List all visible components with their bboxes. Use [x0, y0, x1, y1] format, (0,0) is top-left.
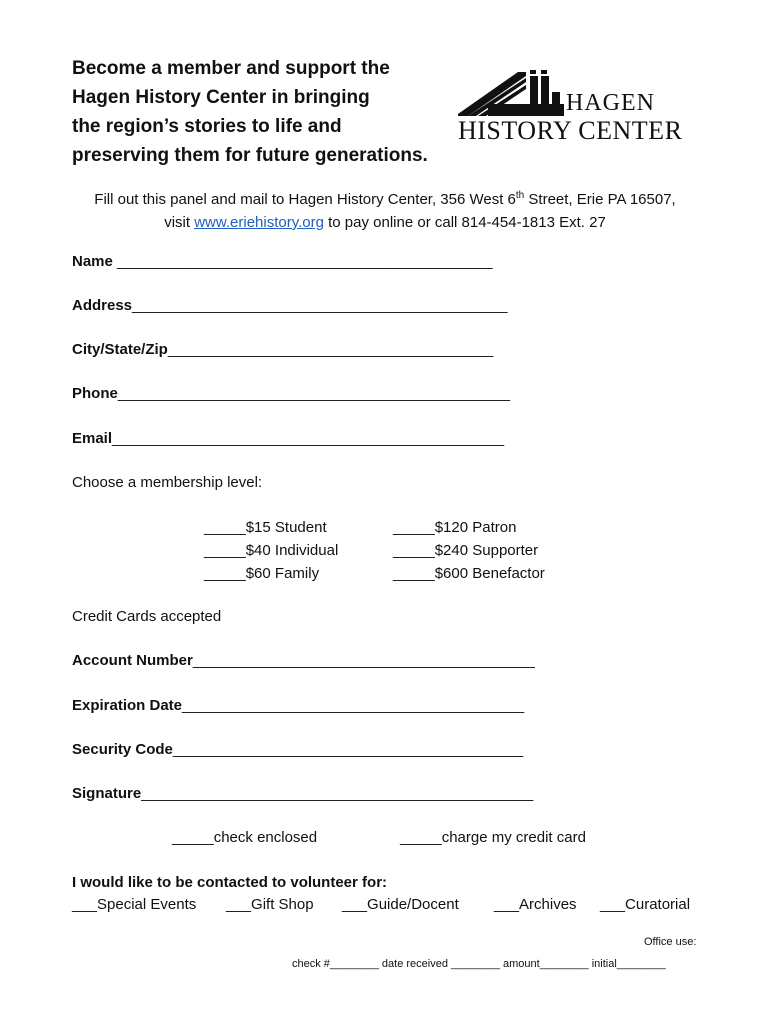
headline-line-1: Become a member and support the: [72, 58, 390, 79]
security-code-label: Security Code: [72, 741, 173, 758]
headline-line-4: preserving them for future generations.: [72, 145, 428, 166]
membership-levels-left: [204, 516, 338, 585]
website-link[interactable]: www.eriehistory.org: [194, 214, 324, 231]
name-field[interactable]: [72, 253, 492, 270]
instructions-address-text: Fill out this panel and mail to Hagen History Center, 356 West 6: [94, 191, 516, 208]
expiration-date-blank[interactable]: _________________________________________: [182, 697, 525, 714]
level-patron-option[interactable]: _____$120 Patron: [393, 519, 517, 536]
signature-field[interactable]: [72, 785, 533, 802]
level-student-option[interactable]: _____$15 Student: [204, 519, 327, 536]
level-supporter-option[interactable]: _____$240 Supporter: [393, 542, 539, 559]
charge-credit-card-option[interactable]: _____charge my credit card: [400, 829, 586, 846]
volunteer-curatorial-option[interactable]: ___Curatorial: [600, 896, 691, 913]
level-individual-option[interactable]: _____$40 Individual: [204, 542, 339, 559]
city-state-zip-field[interactable]: [72, 341, 493, 358]
address-field[interactable]: [72, 297, 507, 314]
ordinal-suffix: th: [515, 190, 525, 201]
phone-blank[interactable]: _______________________________________________: [117, 385, 510, 402]
headline-line-3: the region’s stories to life and: [72, 116, 342, 137]
header: [72, 54, 712, 174]
office-use-label: Office use:: [644, 936, 697, 948]
account-number-blank[interactable]: _________________________________________: [192, 652, 535, 669]
account-number-label: Account Number: [72, 652, 193, 669]
expiration-date-label: Expiration Date: [72, 697, 183, 714]
email-label: Email: [72, 430, 113, 447]
city-state-zip-blank[interactable]: _______________________________________: [167, 341, 494, 358]
instructions-line-2: [72, 211, 698, 234]
email-field[interactable]: [72, 430, 504, 447]
security-code-blank[interactable]: __________________________________________: [172, 741, 524, 758]
logo-hagen-text: HAGEN: [566, 90, 655, 116]
name-label: Name: [72, 253, 113, 270]
address-blank[interactable]: _____________________________________________: [132, 297, 508, 314]
logo-history-center-text: HISTORY CENTER: [458, 116, 683, 145]
volunteer-guide-docent-option[interactable]: ___Guide/Docent: [342, 896, 459, 913]
address-label: Address: [72, 297, 133, 314]
phone-label: Phone: [72, 385, 118, 402]
name-blank[interactable]: _____________________________________________: [112, 253, 493, 270]
hagen-history-center-logo: [454, 68, 690, 152]
check-enclosed-option[interactable]: _____check enclosed: [172, 829, 318, 846]
volunteer-archives-option[interactable]: ___Archives: [494, 896, 577, 913]
expiration-date-field[interactable]: [72, 697, 524, 714]
signature-blank[interactable]: _______________________________________________: [141, 785, 534, 802]
account-number-field[interactable]: [72, 652, 535, 669]
level-family-option[interactable]: _____$60 Family: [204, 565, 320, 582]
signature-label: Signature: [72, 785, 142, 802]
instructions-city-text: Street, Erie PA 16507,: [524, 191, 676, 208]
headline-line-2: Hagen History Center in bringing: [72, 87, 370, 108]
instructions-visit-text: visit: [164, 214, 195, 231]
office-use-fields: check #________ date received ________ amount________ initial________: [292, 958, 666, 970]
headline: [72, 54, 472, 170]
instructions-phone-text: to pay online or call 814-454-1813 Ext. 27: [323, 214, 606, 231]
volunteer-heading: I would like to be contacted to volunteer for:: [72, 874, 388, 891]
security-code-field[interactable]: [72, 741, 523, 758]
instructions-line-1: [72, 184, 698, 211]
volunteer-gift-shop-option[interactable]: ___Gift Shop: [226, 896, 314, 913]
volunteer-special-events-option[interactable]: ___Special Events: [72, 896, 197, 913]
membership-levels-right: [393, 516, 545, 585]
credit-cards-note: Credit Cards accepted: [72, 608, 222, 625]
instructions: [72, 184, 698, 234]
city-state-zip-label: City/State/Zip: [72, 341, 168, 358]
phone-field[interactable]: [72, 385, 510, 402]
membership-prompt: Choose a membership level:: [72, 474, 263, 491]
building-steps-icon: [454, 68, 564, 120]
email-blank[interactable]: _______________________________________________: [112, 430, 505, 447]
level-benefactor-option[interactable]: _____$600 Benefactor: [393, 565, 545, 582]
